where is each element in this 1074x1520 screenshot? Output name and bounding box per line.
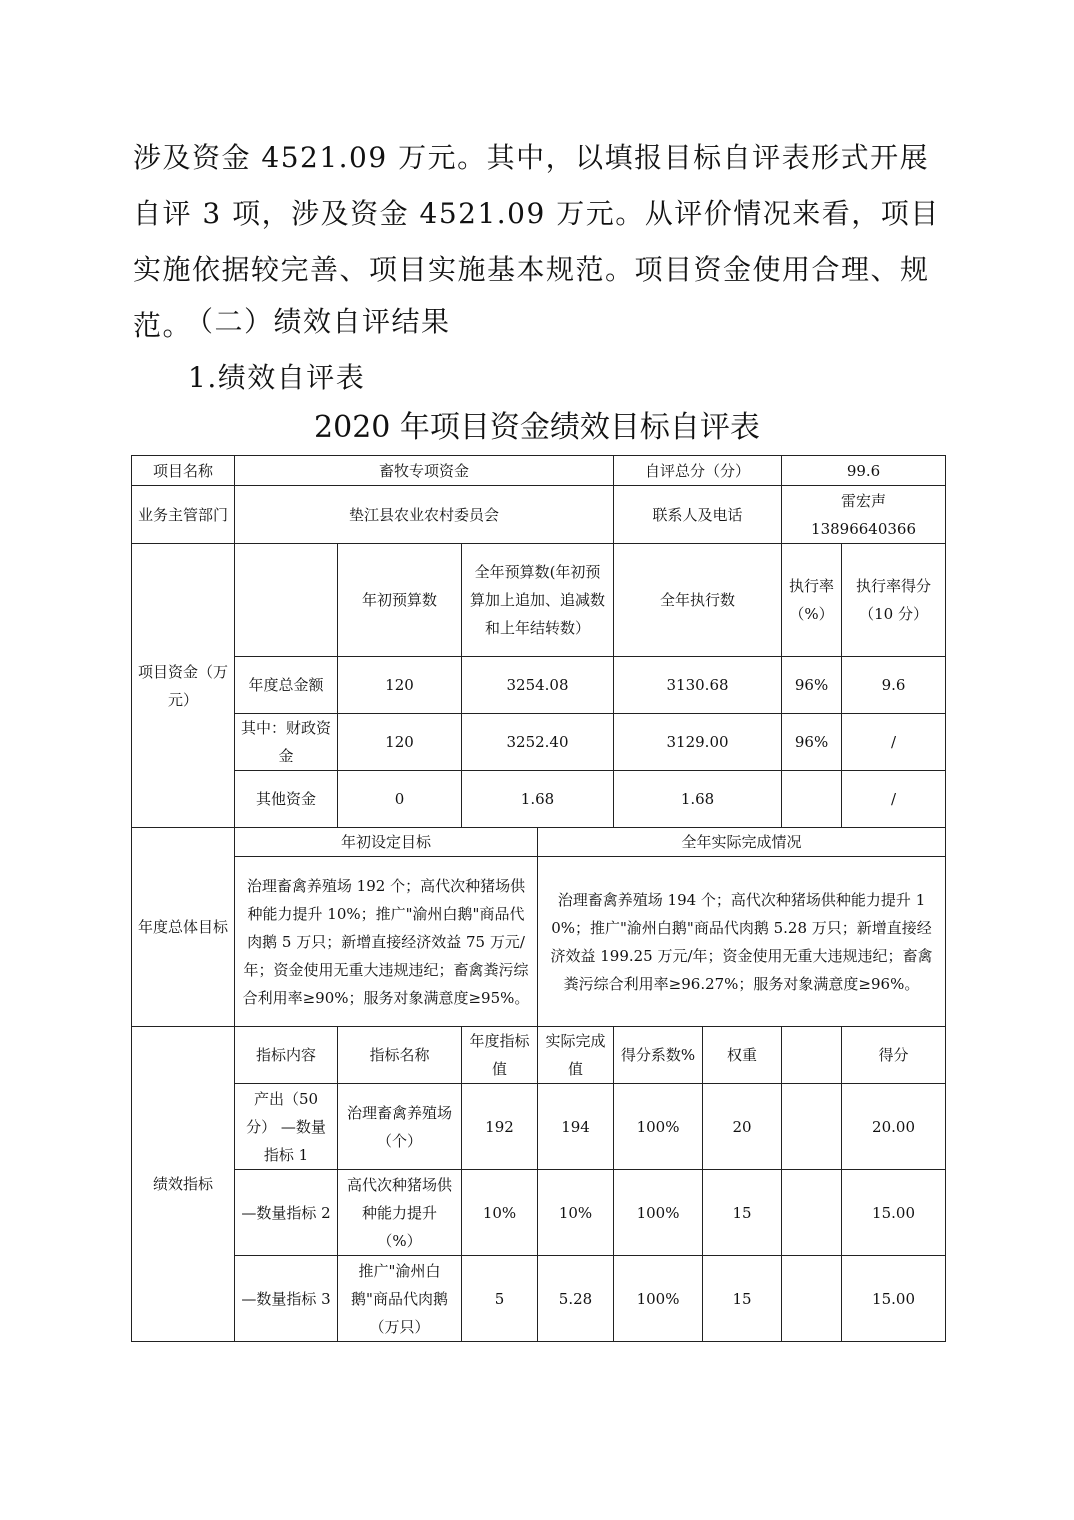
funds-header-executed: 全年执行数 xyxy=(614,544,782,657)
funds-header-blank xyxy=(235,544,338,657)
funds-header-score: 执行率得分（10 分） xyxy=(842,544,946,657)
ind-target: 10% xyxy=(462,1170,538,1256)
sub-heading: 1.绩效自评表 xyxy=(188,361,366,394)
funds-row xyxy=(132,657,946,714)
ind-actual: 194 xyxy=(538,1084,614,1170)
ind-score: 15.00 xyxy=(842,1256,946,1342)
dept-label: 业务主管部门 xyxy=(132,486,235,544)
ind-content: —数量指标 2 xyxy=(235,1170,338,1256)
intro-paragraph: 涉及资金 4521.09 万元。其中，以填报目标自评表形式开展自评 3 项，涉及资金 4521.09 万元。从评价情况来看，项目实施依据较完善、项目实施基本规范。项目资金使用合理、规范。 xyxy=(133,141,940,342)
goals-initial-text: 治理畜禽养殖场 192 个；高代次种猪场供种能力提升 10%；推广"渝州白鹅"商品代肉鹅 5 万只；新增直接经济效益 75 万元/年；资金使用无重大违规违纪；畜禽粪污综合利用率≥90%；服务对象满意度≥95%。 xyxy=(235,857,538,1027)
ind-header-actual: 实际完成值 xyxy=(538,1027,614,1084)
contact-name: 雷宏声 xyxy=(841,491,887,510)
ind-header-score: 得分 xyxy=(842,1027,946,1084)
indicator-row xyxy=(132,1256,946,1342)
funds-row-annual: 1.68 xyxy=(462,771,614,828)
table-title: 2020 年项目资金绩效目标自评表 xyxy=(314,410,760,445)
ind-content: 产出（50 分） —数量指标 1 xyxy=(235,1084,338,1170)
project-name: 畜牧专项资金 xyxy=(235,456,614,486)
ind-weight: 15 xyxy=(703,1256,782,1342)
funds-row-rate: 96% xyxy=(782,714,842,771)
ind-name: 高代次种猪场供种能力提升（%） xyxy=(338,1170,462,1256)
funds-row-score: 9.6 xyxy=(842,657,946,714)
ind-header-target: 年度指标值 xyxy=(462,1027,538,1084)
funds-row-rate: 96% xyxy=(782,657,842,714)
ind-weight: 20 xyxy=(703,1084,782,1170)
indicator-row xyxy=(132,1170,946,1256)
ind-header-weight: 权重 xyxy=(703,1027,782,1084)
funds-row-label: 年度总金额 xyxy=(235,657,338,714)
ind-header-blank xyxy=(782,1027,842,1084)
ind-name: 推广"渝州白鹅"商品代肉鹅（万只） xyxy=(338,1256,462,1342)
funds-row-initial: 120 xyxy=(338,714,462,771)
goals-initial-header: 年初设定目标 xyxy=(235,828,538,857)
ind-name: 治理畜禽养殖场（个） xyxy=(338,1084,462,1170)
ind-target: 5 xyxy=(462,1256,538,1342)
dept-value: 垫江县农业农村委员会 xyxy=(235,486,614,544)
ind-actual: 10% xyxy=(538,1170,614,1256)
funds-row xyxy=(132,771,946,828)
funds-header-initial: 年初预算数 xyxy=(338,544,462,657)
ind-score: 20.00 xyxy=(842,1084,946,1170)
funds-header-rate: 执行率（%） xyxy=(782,544,842,657)
contact-value xyxy=(782,486,946,544)
funds-row-executed: 3130.68 xyxy=(614,657,782,714)
funds-row-initial: 120 xyxy=(338,657,462,714)
ind-score: 15.00 xyxy=(842,1170,946,1256)
funds-row-label: 其他资金 xyxy=(235,771,338,828)
indicators-label: 绩效指标 xyxy=(132,1027,235,1342)
section-heading: （二）绩效自评结果 xyxy=(185,305,451,338)
funds-row-rate xyxy=(782,771,842,828)
funds-row-score: / xyxy=(842,714,946,771)
ind-coef: 100% xyxy=(614,1256,703,1342)
ind-header-content: 指标内容 xyxy=(235,1027,338,1084)
funds-row-initial: 0 xyxy=(338,771,462,828)
total-score: 99.6 xyxy=(782,456,946,486)
funds-label: 项目资金（万元） xyxy=(132,544,235,828)
ind-content: —数量指标 3 xyxy=(235,1256,338,1342)
ind-blank xyxy=(782,1170,842,1256)
ind-blank xyxy=(782,1084,842,1170)
ind-header-coef: 得分系数% xyxy=(614,1027,703,1084)
ind-weight: 15 xyxy=(703,1170,782,1256)
ind-coef: 100% xyxy=(614,1170,703,1256)
total-score-label: 自评总分（分） xyxy=(614,456,782,486)
ind-blank xyxy=(782,1256,842,1342)
contact-label: 联系人及电话 xyxy=(614,486,782,544)
funds-row-annual: 3254.08 xyxy=(462,657,614,714)
ind-header-name: 指标名称 xyxy=(338,1027,462,1084)
funds-header-annual: 全年预算数(年初预算加上追加、追减数和上年结转数） xyxy=(462,544,614,657)
ind-actual: 5.28 xyxy=(538,1256,614,1342)
ind-target: 192 xyxy=(462,1084,538,1170)
project-name-label: 项目名称 xyxy=(132,456,235,486)
funds-row-annual: 3252.40 xyxy=(462,714,614,771)
goals-actual-header: 全年实际完成情况 xyxy=(538,828,946,857)
goals-actual-text: 治理畜禽养殖场 194 个；高代次种猪场供种能力提升 10%；推广"渝州白鹅"商品代肉鹅 5.28 万只；新增直接经济效益 199.25 万元/年；资金使用无重大违规违纪；畜禽粪污综合利用率≥96.27%；服务对象满意度≥96%。 xyxy=(538,857,946,1027)
evaluation-table xyxy=(131,455,946,1342)
funds-row-label: 其中：财政资金 xyxy=(235,714,338,771)
indicator-row xyxy=(132,1084,946,1170)
contact-phone: 13896640366 xyxy=(811,519,917,538)
funds-row-executed: 1.68 xyxy=(614,771,782,828)
funds-row-score: / xyxy=(842,771,946,828)
goals-label: 年度总体目标 xyxy=(132,828,235,1027)
ind-coef: 100% xyxy=(614,1084,703,1170)
funds-row xyxy=(132,714,946,771)
funds-row-executed: 3129.00 xyxy=(614,714,782,771)
